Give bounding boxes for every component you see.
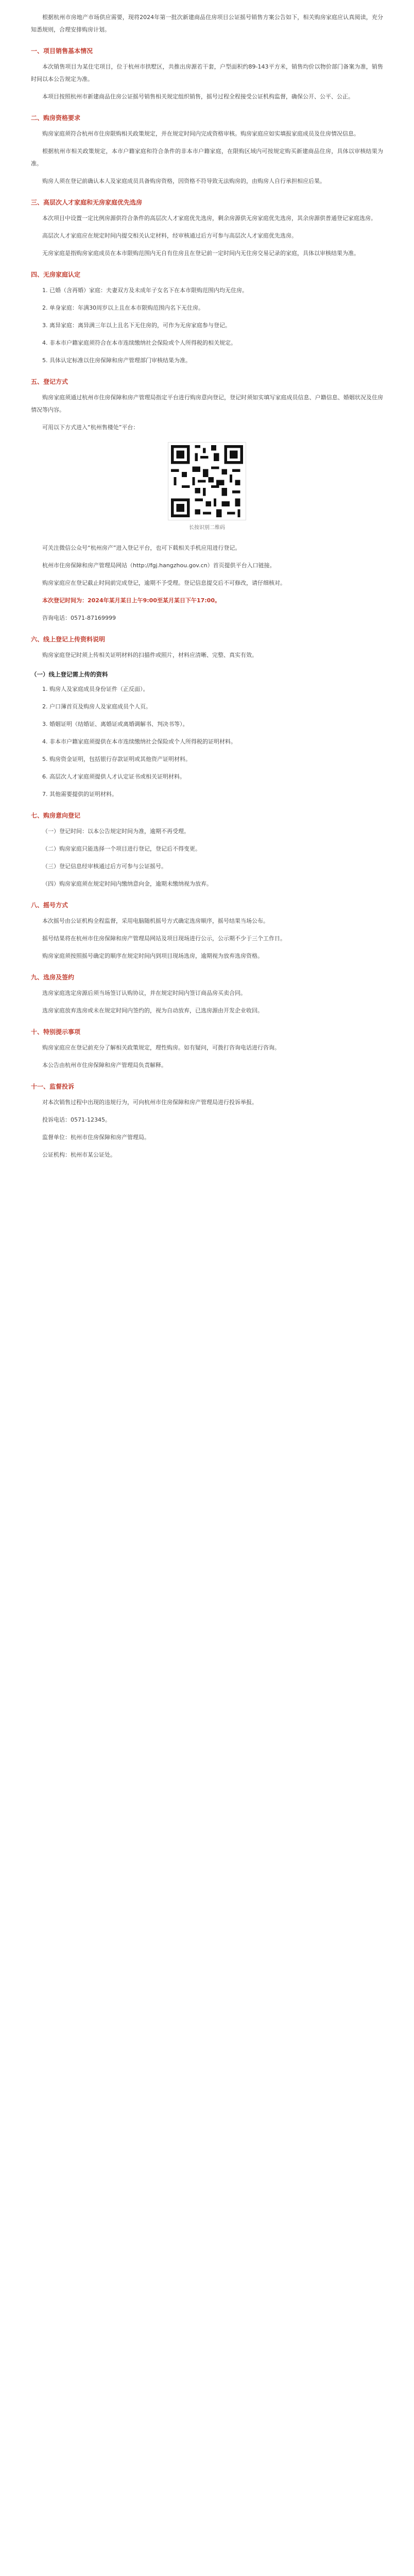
- section-6: [31, 542, 383, 624]
- list-item: 2. 户口簿首页及购房人及家庭成员个人页。: [42, 703, 151, 710]
- list-item: 7. 其他需要提供的证明材料。: [42, 791, 117, 798]
- section-9-p3: 购房家庭须按照摇号确定的顺序在规定时间内到项目现场选房，逾期视为放弃选房资格。: [42, 953, 263, 959]
- section-12-p4: 公证机构：杭州市某公证处。: [42, 1151, 116, 1158]
- section-9-title: 八、摇号方式: [31, 902, 68, 909]
- section-8-title: 七、购房意向登记: [31, 812, 81, 819]
- section-6-p1: 可关注微信公众号“杭州房产”进入登记平台，也可下载相关手机应用进行登记。: [42, 545, 241, 551]
- section-2-p1: 购房家庭须符合杭州市住房限购相关政策规定，并在规定时间内完成资格审核。购房家庭应如实填报家庭成员及住房情况信息。: [42, 130, 359, 137]
- section-6-p2: 杭州市住房保障和房产管理局网站（http://fgj.hangzhou.gov.cn）首页提供平台入口链接。: [42, 562, 275, 569]
- section-5-title: 五、登记方式: [31, 378, 68, 385]
- section-3-p2: 高层次人才家庭应在规定时间内提交相关认定材料，经审核通过后方可参与高层次人才家庭优先选房。: [42, 232, 297, 239]
- section-8-p1: （一）登记时间：以本公告规定时间为准，逾期不再受理。: [42, 828, 189, 835]
- list-item: 6. 高层次人才家庭须提供人才认定证书或相关证明材料。: [42, 773, 185, 780]
- qr-caption: 长按识别二维码: [189, 525, 225, 531]
- section-9: [31, 900, 383, 962]
- section-4-title: 四、无房家庭认定: [31, 271, 81, 278]
- section-9-p1: 本次摇号由公证机构全程监督，采用电脑随机摇号方式确定选房顺序，摇号结果当场公布。: [42, 918, 269, 924]
- section-6-p3: 购房家庭应在登记截止时间前完成登记，逾期不予受理。登记信息提交后不可修改，请仔细核对。: [42, 580, 286, 586]
- section-1-title: 一、项目销售基本情况: [31, 47, 93, 55]
- section-10-p1: 选房家庭选定房源后须当场签订认购协议，并在规定时间内签订商品房买卖合同。: [42, 990, 246, 996]
- list-item: 3. 婚姻证明（结婚证、离婚证或离婚调解书、判决书等）。: [42, 721, 188, 727]
- section-7: [31, 634, 383, 801]
- section-12-p1: 对本次销售过程中出现的违规行为，可向杭州市住房保障和房产管理局进行投诉举报。: [42, 1099, 257, 1106]
- list-item: 4. 非本市户籍家庭须提供在本市连续缴纳社会保险或个人所得税的证明材料。: [42, 738, 236, 745]
- section-5-p2: 可用以下方式进入“杭州售楼处”平台：: [42, 424, 139, 431]
- section-7-title: 六、线上登记上传资料说明: [31, 636, 106, 643]
- section-9-p2: 摇号结果将在杭州市住房保障和房产管理局网站及项目现场进行公示，公示期不少于三个工作日。: [42, 935, 286, 942]
- section-11: [31, 1026, 383, 1072]
- qr-code-container: [31, 442, 383, 520]
- list-item: 5. 购房资金证明，包括银行存款证明或其他资产证明材料。: [42, 756, 191, 762]
- section-4: [31, 269, 383, 367]
- section-11-title: 十、特别提示事项: [31, 1028, 81, 1036]
- qr-code-icon[interactable]: [168, 442, 246, 520]
- section-8-p3: （三）登记信息经审核通过后方可参与公证摇号。: [42, 863, 167, 870]
- list-item: 1. 购房人及家庭成员身份证件（正反面）。: [42, 686, 149, 692]
- section-12: [31, 1081, 383, 1161]
- list-item: 3. 离异家庭：离异满三年以上且名下无住房的，可作为无房家庭参与登记。: [42, 322, 231, 329]
- list-item: 4. 非本市户籍家庭须符合在本市连续缴纳社会保险或个人所得税的相关规定。: [42, 340, 236, 346]
- section-7-p1: 购房家庭登记时须上传相关证明材料的扫描件或照片，材料应清晰、完整、真实有效。: [42, 652, 257, 658]
- section-1-p2: 本项目按照杭州市新建商品住房公证摇号销售相关规定组织销售，摇号过程全程接受公证机构监督，确保公开、公平、公正。: [42, 93, 354, 100]
- section-1-p1: 本次销售项目为某住宅项目，位于杭州市拱墅区，共推出房源若干套，户型面积约89-143平方米，销售均价以物价部门备案为准，销售时间以本公告规定为准。: [31, 63, 383, 82]
- section-5: [31, 376, 383, 434]
- hotline: 咨询电话：0571-87169999: [42, 615, 116, 621]
- section-5-p1: 购房家庭须通过杭州市住房保障和房产管理局指定平台进行购房意向登记，登记时须如实填写家庭成员信息、户籍信息、婚姻状况及住房情况等内容。: [31, 394, 383, 413]
- list-item: 2. 单身家庭：年满30周岁以上且在本市限购范围内名下无住房。: [42, 304, 204, 311]
- section-7-subtitle: （一）线上登记需上传的资料: [31, 671, 108, 678]
- section-2: [31, 112, 383, 188]
- section-2-p2: 根据杭州市相关政策规定，本市户籍家庭和符合条件的非本市户籍家庭，在限购区域内可按规定购买新建商品住房，具体以审核结果为准。: [31, 148, 383, 167]
- section-8: [31, 810, 383, 890]
- section-12-p2: 投诉电话：0571-12345。: [42, 1116, 111, 1123]
- section-10-title: 九、选房及签约: [31, 974, 75, 981]
- section-3-p3: 无房家庭是指购房家庭成员在本市限购范围内无自有住房且在登记前一定时间内无住房交易记录的家庭，具体以审核结果为准。: [42, 250, 359, 257]
- section-10: [31, 972, 383, 1017]
- section-1: [31, 45, 383, 103]
- section-2-title: 二、购房资格要求: [31, 114, 81, 122]
- section-8-p4: （四）购房家庭须在规定时间内缴纳意向金，逾期未缴纳视为放弃。: [42, 880, 212, 887]
- list-item: 5. 具体认定标准以住房保障和房产管理部门审核结果为准。: [42, 357, 191, 364]
- section-2-p3: 购房人须在登记前确认本人及家庭成员具备购房资格，因资格不符导致无法购房的，由购房人自行承担相应后果。: [42, 178, 325, 184]
- section-3-title: 三、高层次人才家庭和无房家庭优先选房: [31, 199, 143, 206]
- section-12-p3: 监督单位：杭州市住房保障和房产管理局。: [42, 1134, 150, 1141]
- registration-time: 本次登记时间为：2024年某月某日上午9:00至某月某日下午17:00。: [42, 597, 220, 604]
- section-10-p2: 选房家庭放弃选房或未在规定时间内签约的，视为自动放弃，已选房源由开发企业收回。: [42, 1007, 263, 1014]
- section-11-p2: 本公告由杭州市住房保障和房产管理局负责解释。: [42, 1062, 167, 1069]
- list-item: 1. 已婚（含再婚）家庭：夫妻双方及未成年子女名下在本市限购范围内均无住房。: [42, 287, 248, 294]
- section-12-title: 十一、监督投诉: [31, 1083, 75, 1090]
- section-11-p1: 购房家庭应在登记前充分了解相关政策规定，理性购房。如有疑问，可拨打咨询电话进行咨询。: [42, 1044, 280, 1051]
- section-3: [31, 197, 383, 260]
- intro-paragraph: 根据杭州市房地产市场供应需要，现将2024年第一批次新建商品住房项目公证摇号销售方案公告如下，相关购房家庭应认真阅读，充分知悉规则，合理安排购房计划。: [31, 14, 383, 33]
- section-3-p1: 本次项目中设置一定比例房源供符合条件的高层次人才家庭优先选房，剩余房源供无房家庭优先选房，其余房源供普通登记家庭选房。: [42, 215, 376, 222]
- section-8-p2: （二）购房家庭只能选择一个项目进行登记，登记后不得变更。: [42, 845, 201, 852]
